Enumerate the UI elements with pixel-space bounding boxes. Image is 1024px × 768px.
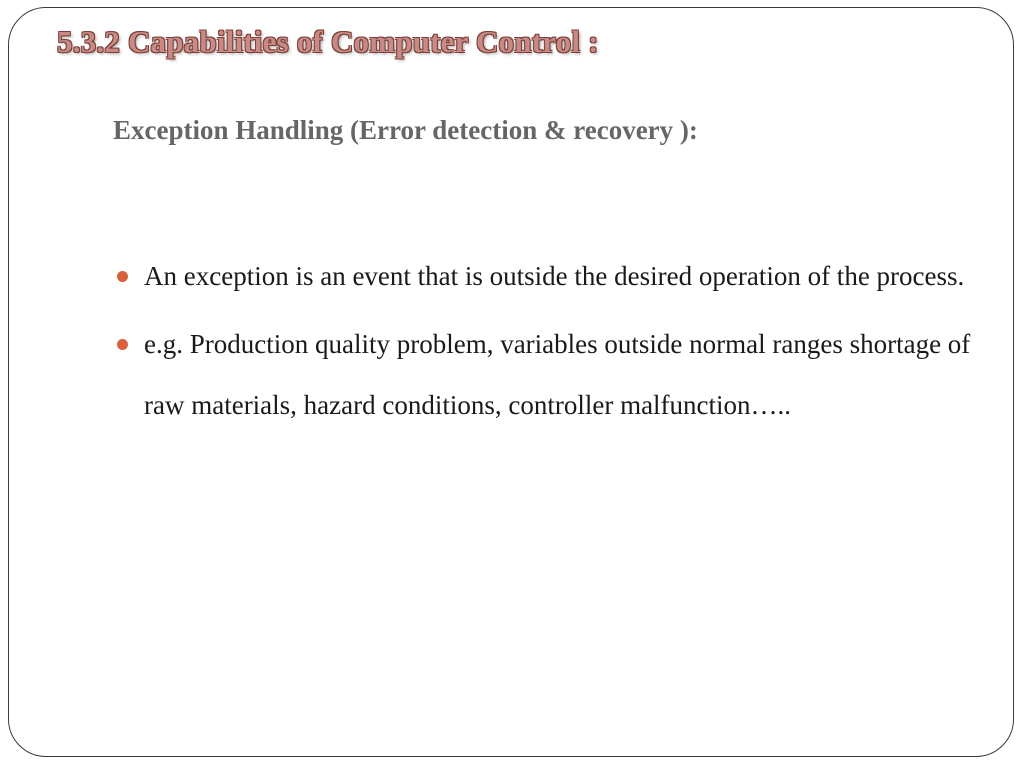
bullet-list: [113, 246, 983, 443]
bullet-dot-icon: [117, 339, 128, 350]
bullet-text: An exception is an event that is outside the desired operation of the process.: [144, 261, 965, 291]
slide-title: 5.3.2 Capabilities of Computer Control :: [57, 24, 599, 59]
slide-subtitle: Exception Handling (Error detection & recovery ):: [113, 115, 698, 145]
bullet-item: [113, 314, 983, 437]
bullet-text: e.g. Production quality problem, variables outside normal ranges shortage of raw materials, hazard conditions, controller malfunction…..: [144, 328, 971, 420]
bullet-item: [113, 246, 983, 308]
bullet-dot-icon: [117, 271, 128, 282]
